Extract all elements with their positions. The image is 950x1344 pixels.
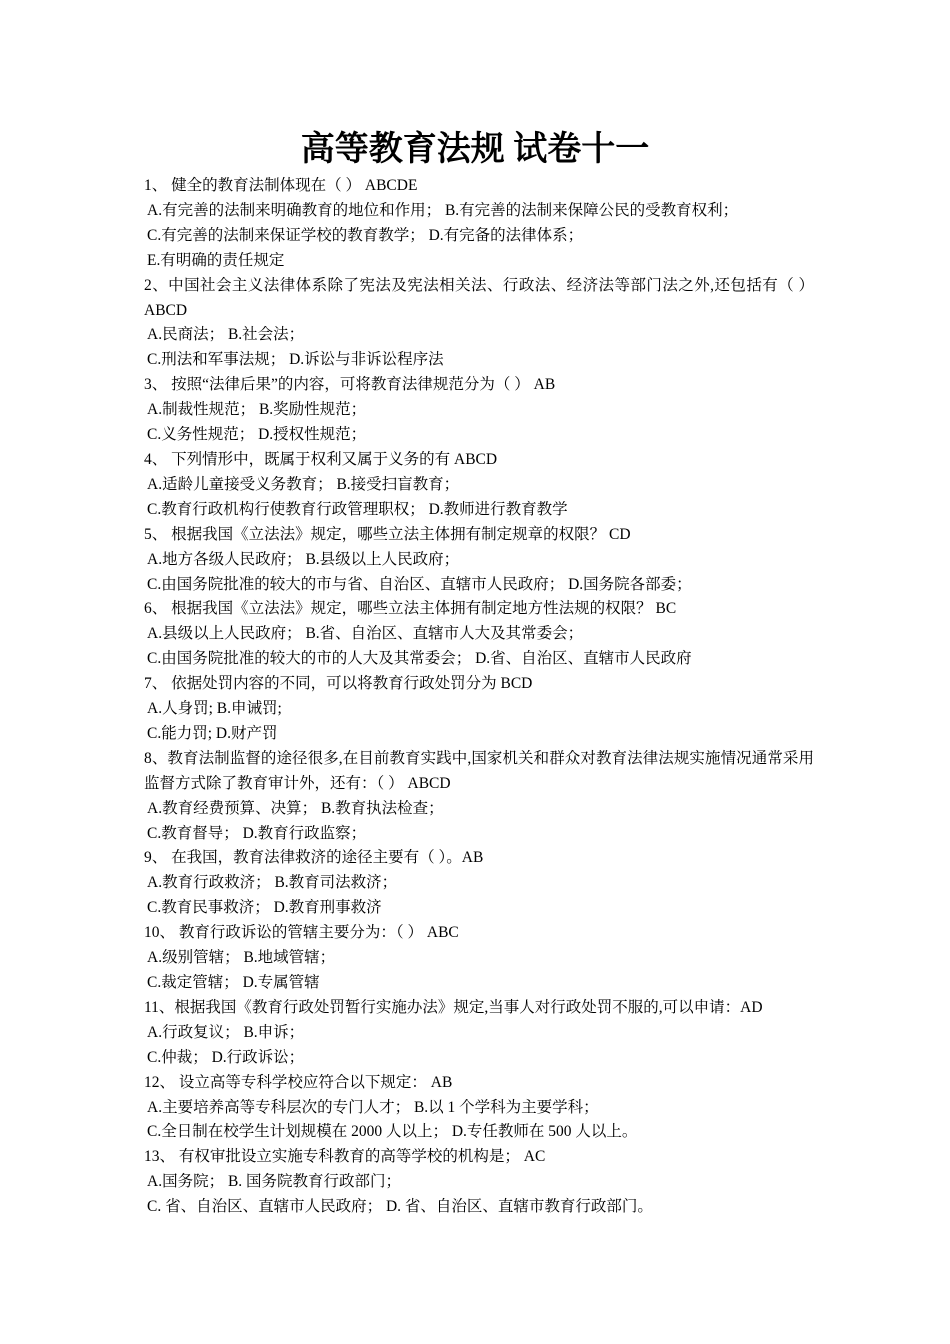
question-list (144, 174, 814, 1220)
question-3-options-line-2: C.义务性规范； D.授权性规范； (147, 426, 367, 444)
question-7: 7、 依据处罚内容的不同，可以将教育行政处罚分为 BCD (144, 675, 533, 693)
question-10-options-line-2: C.裁定管辖； D.专属管辖 (147, 974, 320, 991)
question-6-options-line-2: C.由国务院批准的较大的市的人大及其常委会； D.省、自治区、直辖市人民政府 (147, 650, 692, 668)
question-2-options-line-1: A.民商法； B.社会法； (147, 326, 305, 344)
question-8-options-line-2: C.教育督导； D.教育行政监察； (147, 824, 367, 842)
question-2: 2、中国社会主义法律体系除了宪法及宪法相关法、行政法、经济法等部门法之外,还包括有（ ） ABCD (144, 276, 814, 319)
question-10: 10、 教育行政诉讼的管辖主要分为：（ ） ABC (144, 924, 459, 942)
question-6: 6、 根据我国《立法法》规定，哪些立法主体拥有制定地方性法规的权限？ BC (144, 600, 677, 618)
question-7-options-line-1: A.人身罚; B.申诫罚; (147, 700, 282, 718)
question-8: 8、教育法制监督的途径很多,在目前教育实践中,国家机关和群众对教育法律法规实施情况通常采用监督方式除了教育审计外，还有：（ ） ABCD (144, 749, 814, 792)
question-5-options-line-2: C.由国务院批准的较大的市与省、自治区、直辖市人民政府； D.国务院各部委； (147, 575, 692, 593)
question-11-options-line-1: A.行政复议； B.申诉； (147, 1023, 305, 1041)
question-12: 12、 设立高等专科学校应符合以下规定： AB (144, 1073, 453, 1091)
question-5-options-line-1: A.地方各级人民政府； B.县级以上人民政府； (147, 550, 460, 568)
question-13-options-line-1: A.国务院； B. 国务院教育行政部门； (147, 1173, 402, 1191)
question-4: 4、 下列情形中，既属于权利又属于义务的有 ABCD (144, 450, 498, 468)
question-1-options-line-2: C.有完善的法制来保证学校的教育教学； D.有完备的法律体系； (147, 226, 584, 244)
question-9: 9、 在我国，教育法律救济的途径主要有（ ）。AB (144, 849, 484, 867)
question-2-options-line-2: C.刑法和军事法规； D.诉讼与非诉讼程序法 (147, 351, 444, 369)
question-13: 13、 有权审批设立实施专科教育的高等学校的机构是； AC (144, 1148, 546, 1166)
question-6-options-line-1: A.县级以上人民政府； B.省、自治区、直辖市人大及其常委会； (147, 625, 584, 643)
question-8-options-line-1: A.教育经费预算、决算； B.教育执法检查； (147, 799, 444, 817)
question-7-options-line-2: C.能力罚; D.财产罚 (147, 724, 278, 742)
question-1: 1、 健全的教育法制体现在（ ） ABCDE (144, 177, 418, 194)
question-4-options-line-1: A.适龄儿童接受义务教育； B.接受扫盲教育； (147, 475, 460, 493)
question-9-options-line-2: C.教育民事救济； D.教育刑事救济 (147, 899, 382, 917)
question-3-options-line-1: A.制裁性规范； B.奖励性规范； (147, 401, 367, 419)
question-13-options-line-2: C. 省、自治区、直辖市人民政府； D. 省、自治区、直辖市教育行政部门。 (147, 1198, 653, 1216)
question-9-options-line-1: A.教育行政救济； B.教育司法救济； (147, 874, 398, 892)
question-12-options-line-1: A.主要培养高等专科层次的专门人才； B.以 1 个学科为主要学科； (147, 1098, 599, 1116)
question-5: 5、 根据我国《立法法》规定，哪些立法主体拥有制定规章的权限？ CD (144, 525, 631, 543)
question-11: 11、根据我国《教育行政处罚暂行实施办法》规定,当事人对行政处罚不服的,可以申请：AD (144, 998, 763, 1016)
question-10-options-line-1: A.级别管辖； B.地域管辖； (147, 949, 336, 967)
question-11-options-line-2: C.仲裁； D.行政诉讼； (147, 1048, 305, 1066)
question-4-options-line-2: C.教育行政机构行使教育行政管理职权； D.教师进行教育教学 (147, 500, 568, 518)
question-1-options-line-1: A.有完善的法制来明确教育的地位和作用； B.有完善的法制来保障公民的受教育权利； (147, 201, 739, 219)
document-title: 高等教育法规 试卷十一 (300, 131, 650, 168)
question-3: 3、 按照“法律后果”的内容，可将教育法律规范分为（ ） AB (144, 376, 556, 394)
question-1-options-line-3: E.有明确的责任规定 (147, 251, 285, 269)
question-12-options-line-2: C.全日制在校学生计划规模在 2000 人以上； D.专任教师在 500 人以上。 (147, 1123, 638, 1141)
